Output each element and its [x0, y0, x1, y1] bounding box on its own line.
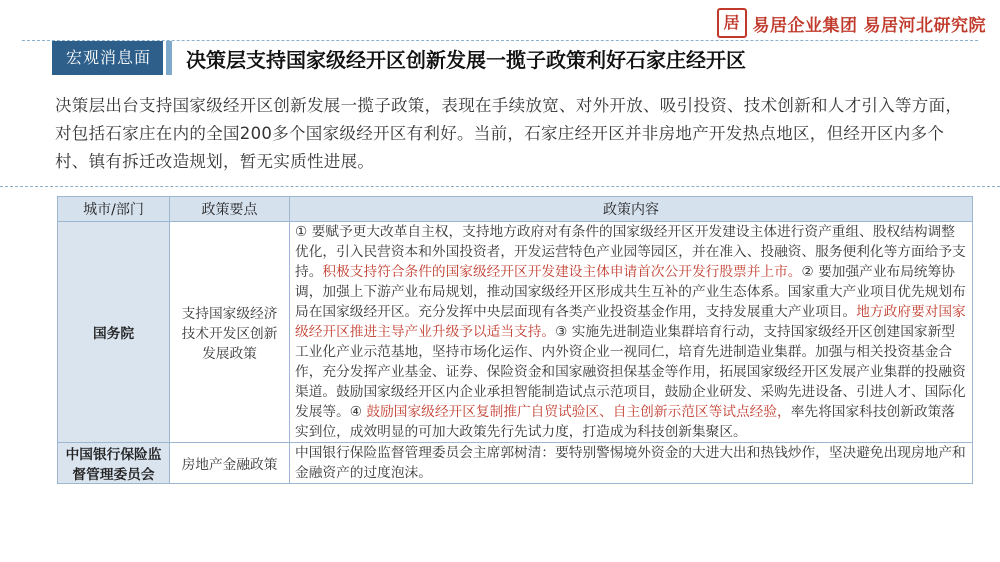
cell-point: 支持国家级经济技术开发区创新发展政策 — [170, 222, 290, 443]
cell-point: 房地产金融政策 — [170, 443, 290, 484]
content-divider — [0, 186, 1000, 187]
cell-city: 国务院 — [58, 222, 170, 443]
brand-logo — [717, 8, 987, 38]
content-segment: ① 要赋予更大改革自主权，支持地方政府对有条件的国家级经开区开发建设主体进行资产重组、股权结构调整优化，引入民营资本和外国投资者，开发运营特色产业园等园区，并在准入、投融资、服务便利化等方面给予支持。 — [295, 224, 966, 280]
content-highlight: 地方政府要对国家级经开区推进主导产业升级予以适当支持。 — [295, 304, 966, 340]
page-title: 决策层支持国家级经开区创新发展一揽子政策利好石家庄经开区 — [186, 47, 747, 72]
section-tag: 宏观消息面 — [52, 41, 163, 75]
cell-content — [290, 443, 973, 484]
table-row — [58, 222, 973, 443]
cell-city: 中国银行保险监督管理委员会 — [58, 443, 170, 484]
content-segment: ② 要加强产业布局统筹协调，加强上下游产业布局规划，推动国家级经开区形成共生互补的产业生态体系。国家重大产业项目优先规划布局在国家级经开区。充分发挥中央层面现有各类产业投资基金作用，支持发展重大产业项目。 — [295, 264, 966, 320]
content-segment: 率先将国家科技创新政策落实到位，成效明显的可加大政策先行先试力度，打造成为科技创新集聚区。 — [295, 404, 955, 440]
header-point: 政策要点 — [170, 197, 290, 222]
brand-name-group: 易居企业集团 — [752, 15, 858, 36]
content-segment: 中国银行保险监督管理委员会主席郭树清：要特别警惕境外资金的大进大出和热钱炒作，坚决避免出现房地产和金融资产的过度泡沫。 — [295, 445, 966, 481]
section-tag-accent — [166, 41, 172, 75]
table-row — [58, 443, 973, 484]
policy-table — [57, 196, 973, 484]
content-highlight: 鼓励国家级经开区复制推广自贸试验区、自主创新示范区等试点经验， — [366, 404, 791, 420]
header-content: 政策内容 — [290, 197, 973, 222]
content-highlight: 积极支持符合条件的国家级经开区开发建设主体申请首次公开发行股票并上市。 — [322, 264, 802, 280]
brand-name-institute: 易居河北研究院 — [863, 15, 986, 36]
summary-paragraph: 决策层出台支持国家级经开区创新发展一揽子政策，表现在手续放宽、对外开放、吸引投资、技术创新和人才引入等方面，对包括石家庄在内的全国200多个国家级经开区有利好。当前，石家庄经开区并非房地产开发热点地区，但经开区内多个村、镇有拆迁改造规划，暂无实质性进展。 — [55, 96, 963, 171]
content-segment: ③ 实施先进制造业集群培育行动，支持国家级经开区创建国家新型工业化产业示范基地，坚持市场化运作、内外资企业一视同仁，培育先进制造业集群。加强与相关投资基金合作，充分发挥产业基金、证券、保险资金和国家融资担保基金等作用，拓展国家级经开区发展产业集群的投融资渠道。鼓励国家级经开区内企业承担智能制造试点示范项目，鼓励企业研发、采购先进设备、引进人才、国际化发展等。④ — [295, 324, 966, 420]
seal-icon: 居 — [717, 8, 747, 38]
cell-content — [290, 222, 973, 443]
header-city: 城市/部门 — [58, 197, 170, 222]
table-header-row — [58, 197, 973, 222]
section-heading — [52, 41, 746, 75]
